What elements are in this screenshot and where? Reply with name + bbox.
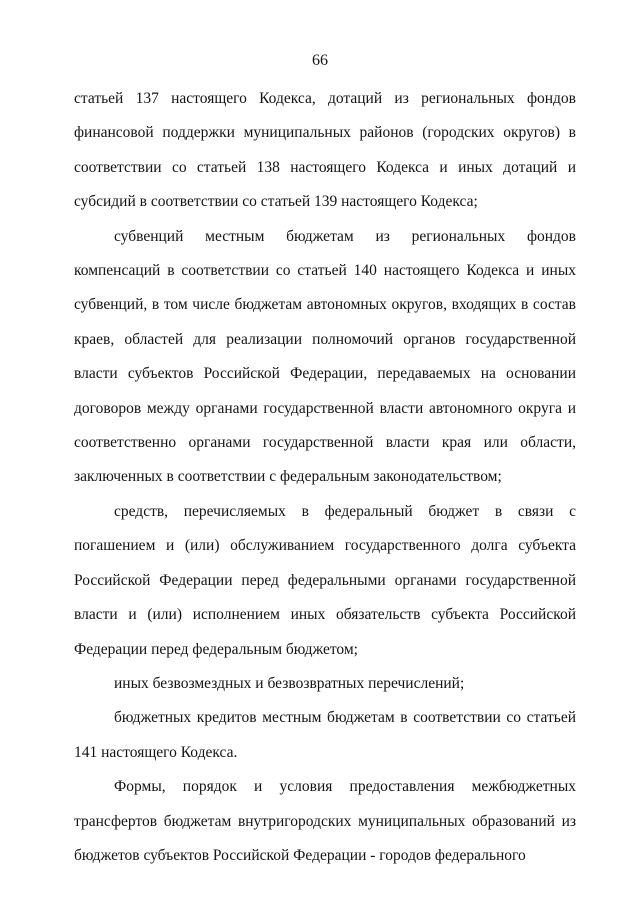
paragraph-6: Формы, порядок и условия предоставления межбюджетных трансфертов бюджетам внутригородских муниципальных образований из бюджетов субъектов Российской Федерации - городов федерального [74,778,576,864]
paragraph-3: средств, перечисляемых в федеральный бюджет в связи с погашением и (или) обслуживанием государственного долга субъекта Российской Федерации перед федеральными органами государственной власти и (или) исполнением иных обязательств субъекта Российской Федерации перед федеральным бюджетом; [74,502,576,658]
paragraph-2: субвенций местным бюджетам из региональных фондов компенсаций в соответствии со статьей 140 настоящего Кодекса и иных субвенций, в том числе бюджетам автономных округов, входящих в состав краев, областей для реализации полномочий органов государственной власти субъектов Российской Федерации, передаваемых на основании договоров между органами государственной власти автономного округа и соответственно органами государственной власти края или области, заключенных в соответствии с федеральным законодательством; [74,227,576,486]
paragraph-4: иных безвозмездных и безвозвратных перечислений; [114,674,465,692]
paragraph-5: бюджетных кредитов местным бюджетам в соответствии со статьей 141 настоящего Кодекса. [74,709,576,761]
page-number: 66 [312,52,328,69]
paragraph-1: статьей 137 настоящего Кодекса, дотаций из региональных фондов финансовой поддержки муниципальных районов (городских округов) в соответствии со статьей 138 настоящего Кодекса и иных дотаций и субсидий в соответствии со статьей 139 настоящего Кодекса; [74,90,576,211]
document-body [74,82,576,873]
